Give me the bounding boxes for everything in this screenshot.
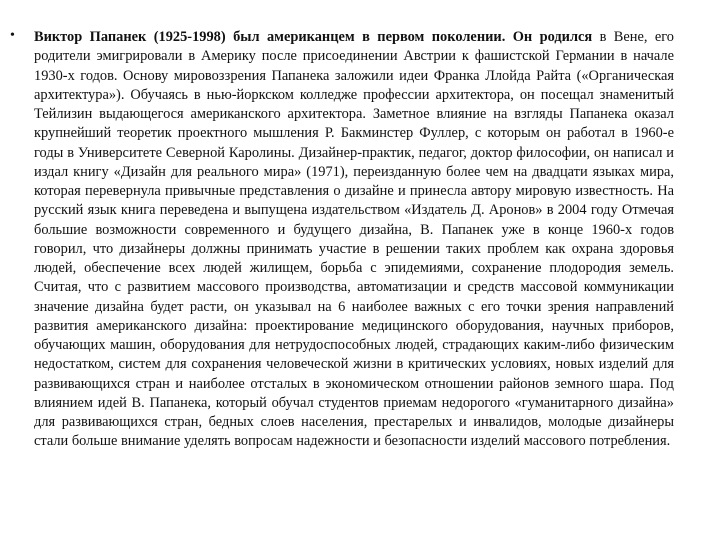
lead-sentence: Виктор Папанек (1925-1998) был американцем в первом поколении. Он родился: [34, 29, 593, 45]
bullet-marker: •: [10, 28, 15, 43]
body-paragraph: [34, 28, 674, 452]
paragraph-text: в Вене, его родители эмигрировали в Америку после присоединении Австрии к фашистской Германии в начале 1930-х годов. Основу мировоззрения Папанека заложили идеи Франка Ллойда Райта («Органическая архитектура»). Обучаясь в нью-йоркском колледже профессии архитектора, он посещал знаменитый Тейлизин выдающегося американского архитектора. Заметное влияние на взгляды Папанека оказал крупнейший теоретик проектного мышления Р. Бакминстер Фуллер, с которым он работал в 1960-е годы в Университете Северной Каролины. Дизайнер-практик, педагог, доктор философии, он написал и издал книгу «Дизайн для реального мира» (1971), переизданную более чем на двадцати языках мира, которая перевернула привычные представления о дизайне и принесла автору мировую известность. На русский язык книга переведена и выпущена издательством «Издатель Д. Аронов» в 2004 году Отмечая большие возможности современного и будущего дизайна, В. Папанек уже в конце 1960-х годов говорил, что дизайнеры должны принимать участие в решении таких проблем как охрана здоровья людей, обеспечение всех людей жилищем, борьба с эпидемиями, сохранение плодородия земель. Считая, что с развитием массового производства, автоматизации и средств массовой коммуникации значение дизайна будет расти, он указывал на 6 наиболее важных с его точки зрения направлений развития американского дизайна: проектирование медицинского оборудования, научных приборов, обучающих машин, оборудования для нетрудоспособных людей, страдающих каким-либо физическим недостатком, систем для сохранения человеческой жизни в критических условиях, новых изделий для развивающихся стран и наиболее отсталых в экономическом отношении районов земного шара. Под влиянием идей В. Папанека, который обучал студентов приемам недорогого «гуманитарного дизайна» для развивающихся стран, бедных слоев населения, престарелых и инвалидов, молодые дизайнеры стали больше внимание уделять вопросам надежности и безопасности изделий массового потребления.: [34, 29, 674, 450]
